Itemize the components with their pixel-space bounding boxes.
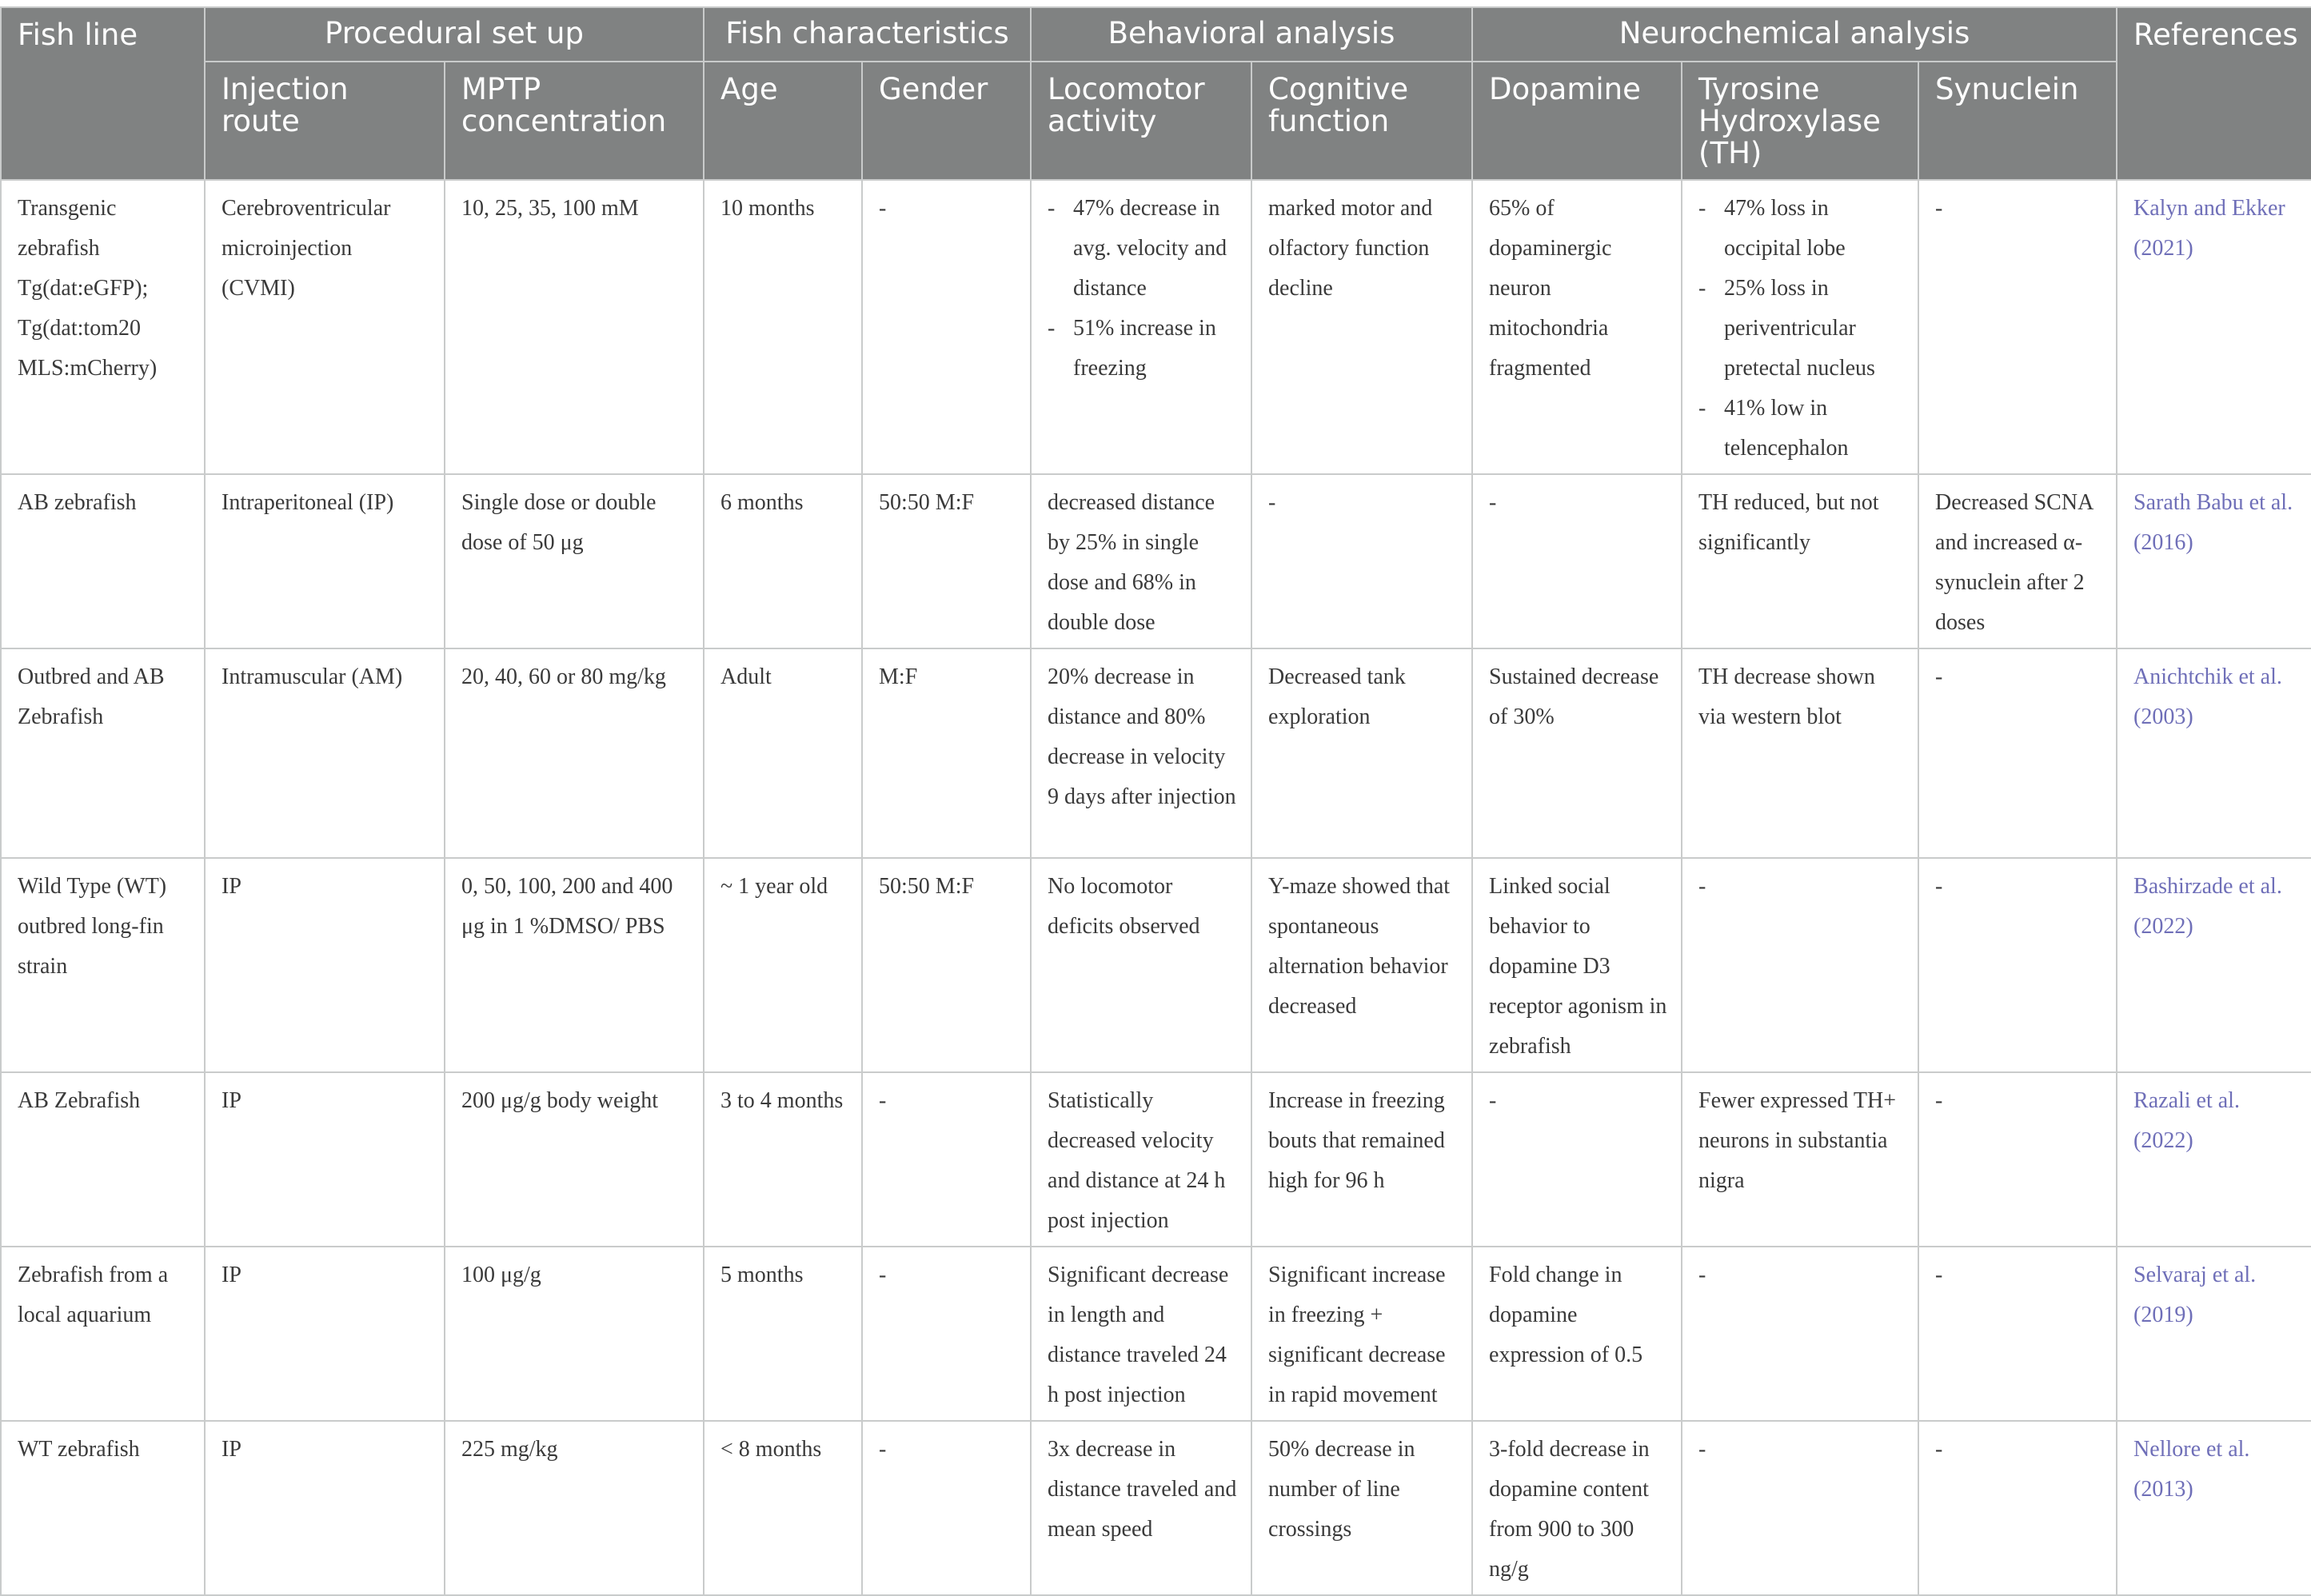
table-row	[1, 474, 2311, 648]
table-container	[0, 6, 2311, 1596]
cell-tyrosine-hydroxylase: TH reduced, but not significantly	[1682, 474, 1918, 648]
cell-dopamine: -	[1472, 1072, 1682, 1247]
cell-mptp-concentration: 20, 40, 60 or 80 mg/kg	[445, 648, 704, 858]
cell-age: 6 months	[704, 474, 862, 648]
cell-locomotor-activity	[1031, 180, 1251, 474]
header-tyrosine-hydroxylase: Tyrosine Hydroxylase (TH)	[1682, 62, 1918, 180]
cell-cognitive-function: Decreased tank exploration	[1251, 648, 1472, 858]
cell-mptp-concentration: 100 μg/g	[445, 1247, 704, 1421]
cell-tyrosine-hydroxylase	[1682, 180, 1918, 474]
table-row	[1, 180, 2311, 474]
cell-tyrosine-hydroxylase: TH decrease shown via western blot	[1682, 648, 1918, 858]
header-gender: Gender	[862, 62, 1031, 180]
header-neurochemical-analysis: Neurochemical analysis	[1472, 7, 2117, 62]
mptp-zebrafish-table	[0, 6, 2311, 1596]
cell-age: 10 months	[704, 180, 862, 474]
cell-gender: -	[862, 180, 1031, 474]
th-list	[1698, 189, 1905, 469]
cell-injection-route: IP	[205, 1421, 445, 1595]
list-item: - 47% loss in occipital lobe	[1698, 189, 1905, 269]
cell-dopamine: Fold change in dopamine expression of 0.5	[1472, 1247, 1682, 1421]
cell-synuclein: -	[1918, 1247, 2117, 1421]
cell-injection-route: IP	[205, 858, 445, 1072]
header-fish-characteristics: Fish characteristics	[704, 7, 1031, 62]
cell-fish-line: Outbred and AB Zebrafish	[1, 648, 205, 858]
header-procedural-set-up: Procedural set up	[205, 7, 704, 62]
cell-injection-route: IP	[205, 1072, 445, 1247]
header-age: Age	[704, 62, 862, 180]
cell-dopamine: 3-fold decrease in dopamine content from 900 to 300 ng/g	[1472, 1421, 1682, 1595]
cell-cognitive-function: Increase in freezing bouts that remained high for 96 h	[1251, 1072, 1472, 1247]
header-synuclein: Synuclein	[1918, 62, 2117, 180]
cell-cognitive-function: 50% decrease in number of line crossings	[1251, 1421, 1472, 1595]
table-row	[1, 858, 2311, 1072]
table-row	[1, 648, 2311, 858]
cell-locomotor-activity: 3x decrease in distance traveled and mean speed	[1031, 1421, 1251, 1595]
reference-link[interactable]: Bashirzade et al. (2022)	[2117, 858, 2311, 1072]
cell-fish-line: AB zebrafish	[1, 474, 205, 648]
header-mptp-concentration: MPTP concentration	[445, 62, 704, 180]
cell-age: 3 to 4 months	[704, 1072, 862, 1247]
list-item: - 51% increase in freezing	[1048, 309, 1238, 389]
cell-tyrosine-hydroxylase: -	[1682, 1247, 1918, 1421]
cell-fish-line: AB Zebrafish	[1, 1072, 205, 1247]
cell-mptp-concentration: 10, 25, 35, 100 mM	[445, 180, 704, 474]
cell-gender: -	[862, 1247, 1031, 1421]
reference-link[interactable]: Kalyn and Ekker (2021)	[2117, 180, 2311, 474]
cell-injection-route: Cerebroventricular microinjection (CVMI)	[205, 180, 445, 474]
cell-age: Adult	[704, 648, 862, 858]
cell-synuclein: -	[1918, 1072, 2117, 1247]
cell-synuclein: -	[1918, 1421, 2117, 1595]
header-references: References	[2117, 7, 2311, 180]
list-item: - 41% low in telencephalon	[1698, 389, 1905, 469]
cell-gender: 50:50 M:F	[862, 858, 1031, 1072]
header-fish-line: Fish line	[1, 7, 205, 180]
cell-cognitive-function: Significant increase in freezing + significant decrease in rapid movement	[1251, 1247, 1472, 1421]
cell-injection-route: Intraperitoneal (IP)	[205, 474, 445, 648]
cell-locomotor-activity: No locomotor deficits observed	[1031, 858, 1251, 1072]
cell-tyrosine-hydroxylase: Fewer expressed TH+ neurons in substantia nigra	[1682, 1072, 1918, 1247]
cell-synuclein: -	[1918, 648, 2117, 858]
cell-synuclein: -	[1918, 858, 2117, 1072]
cell-dopamine: 65% of dopaminergic neuron mitochondria fragmented	[1472, 180, 1682, 474]
cell-tyrosine-hydroxylase: -	[1682, 858, 1918, 1072]
list-item: - 25% loss in periventricular pretectal nucleus	[1698, 269, 1905, 389]
table-header	[1, 7, 2311, 180]
reference-link[interactable]: Nellore et al. (2013)	[2117, 1421, 2311, 1595]
cell-mptp-concentration: 225 mg/kg	[445, 1421, 704, 1595]
cell-synuclein: -	[1918, 180, 2117, 474]
cell-locomotor-activity: Statistically decreased velocity and distance at 24 h post injection	[1031, 1072, 1251, 1247]
cell-mptp-concentration: 200 μg/g body weight	[445, 1072, 704, 1247]
cell-locomotor-activity: 20% decrease in distance and 80% decrease in velocity 9 days after injection	[1031, 648, 1251, 858]
header-injection-route: Injection route	[205, 62, 445, 180]
cell-age: < 8 months	[704, 1421, 862, 1595]
cell-gender: -	[862, 1421, 1031, 1595]
cell-dopamine: Sustained decrease of 30%	[1472, 648, 1682, 858]
reference-link[interactable]: Razali et al. (2022)	[2117, 1072, 2311, 1247]
header-cognitive-function: Cognitive function	[1251, 62, 1472, 180]
cell-gender: 50:50 M:F	[862, 474, 1031, 648]
cell-fish-line: Transgenic zebrafish Tg(dat:eGFP); Tg(dat:tom20 MLS:mCherry)	[1, 180, 205, 474]
cell-gender: -	[862, 1072, 1031, 1247]
cell-injection-route: Intramuscular (AM)	[205, 648, 445, 858]
cell-injection-route: IP	[205, 1247, 445, 1421]
cell-dopamine: -	[1472, 474, 1682, 648]
cell-fish-line: WT zebrafish	[1, 1421, 205, 1595]
header-behavioral-analysis: Behavioral analysis	[1031, 7, 1472, 62]
cell-tyrosine-hydroxylase: -	[1682, 1421, 1918, 1595]
list-item: - 47% decrease in avg. velocity and distance	[1048, 189, 1238, 309]
cell-cognitive-function: marked motor and olfactory function decline	[1251, 180, 1472, 474]
reference-link[interactable]: Sarath Babu et al. (2016)	[2117, 474, 2311, 648]
cell-gender: M:F	[862, 648, 1031, 858]
header-locomotor-activity: Locomotor activity	[1031, 62, 1251, 180]
table-row	[1, 1247, 2311, 1421]
header-dopamine: Dopamine	[1472, 62, 1682, 180]
cell-dopamine: Linked social behavior to dopamine D3 receptor agonism in zebrafish	[1472, 858, 1682, 1072]
table-row	[1, 1421, 2311, 1595]
cell-age: ~ 1 year old	[704, 858, 862, 1072]
cell-locomotor-activity: Significant decrease in length and distance traveled 24 h post injection	[1031, 1247, 1251, 1421]
cell-fish-line: Zebrafish from a local aquarium	[1, 1247, 205, 1421]
cell-age: 5 months	[704, 1247, 862, 1421]
cell-synuclein: Decreased SCNA and increased α-synuclein after 2 doses	[1918, 474, 2117, 648]
cell-mptp-concentration: Single dose or double dose of 50 μg	[445, 474, 704, 648]
cell-mptp-concentration: 0, 50, 100, 200 and 400 μg in 1 %DMSO/ PBS	[445, 858, 704, 1072]
table-body	[1, 180, 2311, 1595]
reference-link[interactable]: Selvaraj et al. (2019)	[2117, 1247, 2311, 1421]
cell-cognitive-function: Y-maze showed that spontaneous alternation behavior decreased	[1251, 858, 1472, 1072]
cell-cognitive-function: -	[1251, 474, 1472, 648]
table-row	[1, 1072, 2311, 1247]
cell-locomotor-activity: decreased distance by 25% in single dose and 68% in double dose	[1031, 474, 1251, 648]
locomotor-list	[1048, 189, 1238, 389]
cell-fish-line: Wild Type (WT) outbred long-fin strain	[1, 858, 205, 1072]
reference-link[interactable]: Anichtchik et al. (2003)	[2117, 648, 2311, 858]
